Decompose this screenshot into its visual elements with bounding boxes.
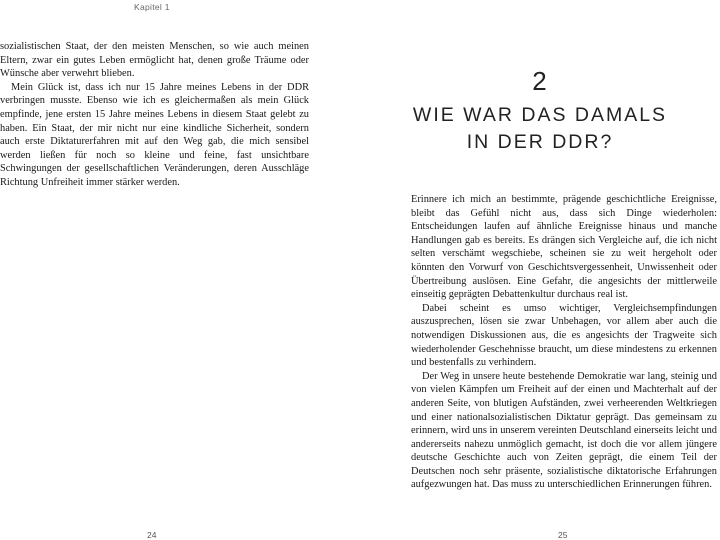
chapter-title-line-1: WIE WAR DAS DAMALS bbox=[412, 104, 668, 126]
paragraph: Erinnere ich mich an bestimmte, prägende geschichtliche Ereignisse, bleibt das Gefühl nicht aus, dass sich Dinge wiederholen: Entscheidungen laufen auf ähnliche Ereignisse hinaus und manche Handlungen gab es bereits. Es drängen sich Vergleiche auf, die ich nicht selten verschämt wegschiebe, scheinen sie zu weit hergeholt oder könnten den Vorwurf von Geschichtsvergessenheit, Unwissenheit oder Übertreibung auslösen. Eine Gefahr, die angesichts der mittlerweile einseitig geprägten Debattenkultur durchaus real ist. bbox=[411, 194, 717, 301]
left-body-text bbox=[0, 40, 309, 190]
left-page bbox=[0, 0, 360, 539]
chapter-title bbox=[360, 102, 720, 156]
paragraph: Der Weg in unsere heute bestehende Demokratie war lang, steinig und von vielen Kämpfen um Freiheit auf der einen und Machterhalt auf der anderen Seite, von blutigen Aufständen, zwei verheerenden Weltkriegen und einer nationalsozialistischen Diktatur geprägt. Das gemeinsam zu erinnern, wird uns in unserem vereinten Deutschland einerseits leicht und andererseits nahezu unmöglich gemacht, ist doch die vor allem jüngere deutsche Geschichte auch von Zeiten geprägt, die einem Teil der Deutschen noch sehr präsente, sozialistische diktatorische Erfahrungen aufgezwungen hat. Das muss zu unterschiedlichen Erinnerungen führen. bbox=[411, 370, 717, 491]
chapter-number: 2 bbox=[532, 66, 548, 96]
right-page bbox=[360, 0, 720, 539]
page-number-right: 25 bbox=[558, 530, 568, 540]
page-number-left: 24 bbox=[147, 530, 157, 540]
paragraph: Dabei scheint es umso wichtiger, Vergleichsempfindungen auszusprechen, lösen sie zwar Unbehagen, vor allem aber auch die notwendigen Diskussionen aus, die es angesichts der Tragweite sich wiederholender Geschehnisse braucht, um diese mindestens zu erkennen und bestenfalls zu verhindern. bbox=[411, 302, 717, 369]
paragraph: Mein Glück ist, dass ich nur 15 Jahre meines Lebens in der DDR verbringen musste. Ebenso wie ich es gleichermaßen als mein Glück empfinde, jene ersten 15 Jahre meines Lebens in diesem Staat gelebt zu haben. Ein Staat, der mir nicht nur eine kindliche Sicherheit, sondern auch erste Diktaturerfahren mit auf den Weg gab, die mich sensibel werden ließen für noch so kleine und feine, fast unsichtbare Schwingungen der gesellschaftlichen Veränderungen, deren Ausschläge Richtung Unfreiheit immer stärker werden. bbox=[0, 81, 309, 188]
paragraph: sozialistischen Staat, der den meisten Menschen, so wie auch meinen Eltern, zwar ein gutes Leben ermöglicht hat, denen große Träume oder Wünsche aber verwehrt blieben. bbox=[0, 41, 309, 80]
chapter-title-line-2: IN DER DDR? bbox=[466, 131, 614, 153]
right-body-text bbox=[411, 193, 717, 492]
running-head: Kapitel 1 bbox=[134, 2, 170, 12]
